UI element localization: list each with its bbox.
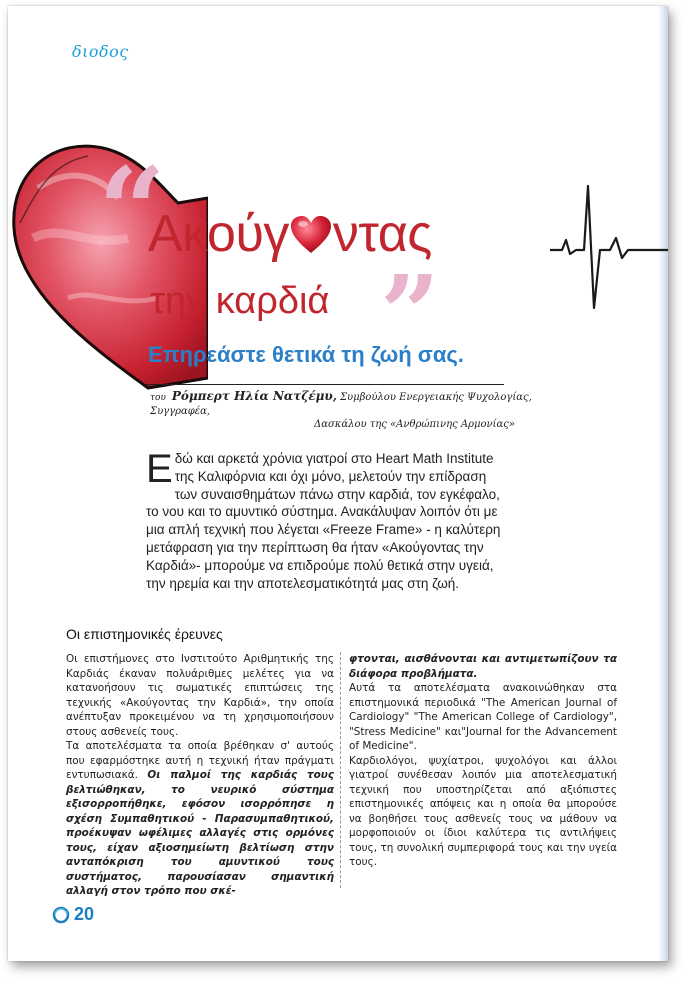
heartbeat-line-icon [550, 168, 668, 320]
title-line1-part1: Ακούγ [148, 205, 289, 263]
column-divider [340, 652, 341, 888]
body-paragraph [66, 739, 334, 899]
title-line1-part2: ντας [332, 205, 432, 263]
intro-dropcap: Ε [146, 447, 173, 491]
page-edge-shadow [658, 6, 668, 961]
body-paragraph: Αυτά τα αποτελέσματα ανακοινώθηκαν στα επιστημονικά περιοδικά "The American Journal of Cardiology" "The American College of Cardiology", "Stress Medicine" και"Journal for the Advancement of Medicine". [349, 682, 617, 752]
heart-letter-icon [289, 212, 333, 252]
body-paragraph: Καρδιολόγοι, ψυχίατροι, ψυχολόγοι και άλλοι γιατροί συνέθεσαν λοιπόν μια αποτελεσματική τεχνική που υποστηρίζεται από αξιόπιστες επιστημονικές απόψεις και η οποία θα μπορούσε να βοηθήσει τους ασθενείς τους να μάθουν να μορφοποιούν οι ίδιοι καλύτερα τις αντιλήψεις τους, τη συνολική συμπεριφορά τους και την υγεία τους. [349, 754, 617, 868]
body-paragraph: Οι επιστήμονες στο Ινστιτούτο Αριθμητικής της Καρδιάς έκαναν πολυάριθμες μελέτες για να κατανοήσουν τις σωματικές επιπτώσεις της τεχνικής «Ακούγοντας την Καρδιά», την οποία ανέπτυξαν προκειμένου να τη χρησιμοποιήσουν στους ασθενείς τους. [66, 653, 334, 738]
intro-text: δώ και αρκετά χρόνια γιατροί στο Heart Math Institute της Καλιφόρνια και όχι μόνο, μελετούν την επίδραση των συναισθημάτων πάνω στην καρδιά, τον εγκέφαλο, το νου και το αμυντικό σύστημα. Ανακάλυψαν λοιπόν ότι με μια απλή τεχνική που λέγεται «Freeze Frame» - η καλύτερη μετάφραση για την περίπτωση θα ήταν «Ακούγοντας την Καρδιά»- μπορούμε να επιδρούμε πολύ θετικά στην υγειά, την ηρεμία και την αποτελεσματικότητά μας στη ζωή. [146, 451, 501, 591]
byline-role-line1: Συμβούλου Ενεργειακής Ψυχολογίας, Συγγραφέα, [150, 392, 532, 417]
byline-rule [146, 384, 504, 385]
article-subtitle: Επηρεάστε θετικά τη ζωή σας. [148, 342, 464, 367]
byline-author: Ρόμπερτ Ηλία Νατζέμυ, [171, 389, 337, 403]
page-ring-icon [52, 906, 70, 924]
body-column-right [349, 652, 617, 870]
byline [150, 390, 550, 431]
body-text: Τα αποτελέσματα τα οποία βρέθηκαν σ' αυτούς που εφαρμόστηκε αυτή η τεχνική ήταν πράγματι εντυπωσιακά. [66, 740, 334, 781]
page-number: 20 [74, 904, 95, 924]
body-emphasis: Οι παλμοί της καρδιάς τους βελτιώθηκαν, το νευρικό σύστημα εξισορροπήθηκε, εφόσον ισορρόπησε η σχέση Συμπαθητικού - Παρασυμπαθητικού, προέκυψαν ωφέλιμες αλλαγές στις ορμόνες τους, είχαν αξιοσημείωτη βελτίωση στην ανταπόκριση του αμυντικού τους συστήματος, παρουσίασαν σημαντική αλλαγή στον τρόπο που σκέ- [66, 769, 334, 897]
open-quote-mark: “ [98, 141, 166, 280]
section-title: Οι επιστημονικές έρευνες [66, 626, 223, 642]
body-emphasis: φτονται, αισθάνονται και αντιμετωπίζουν τα διάφορα προβλήματα. [349, 653, 617, 680]
close-quote-mark: ” [380, 252, 440, 375]
byline-role-line2: Δασκάλου της «Ανθρώπινης Αρμονίας» [314, 419, 515, 430]
article-title-line2: την καρδιά [150, 280, 330, 322]
byline-prefix: του [150, 393, 166, 403]
magazine-brand: διοδος [72, 42, 129, 61]
body-column-left [66, 652, 334, 899]
intro-paragraph [146, 447, 510, 592]
